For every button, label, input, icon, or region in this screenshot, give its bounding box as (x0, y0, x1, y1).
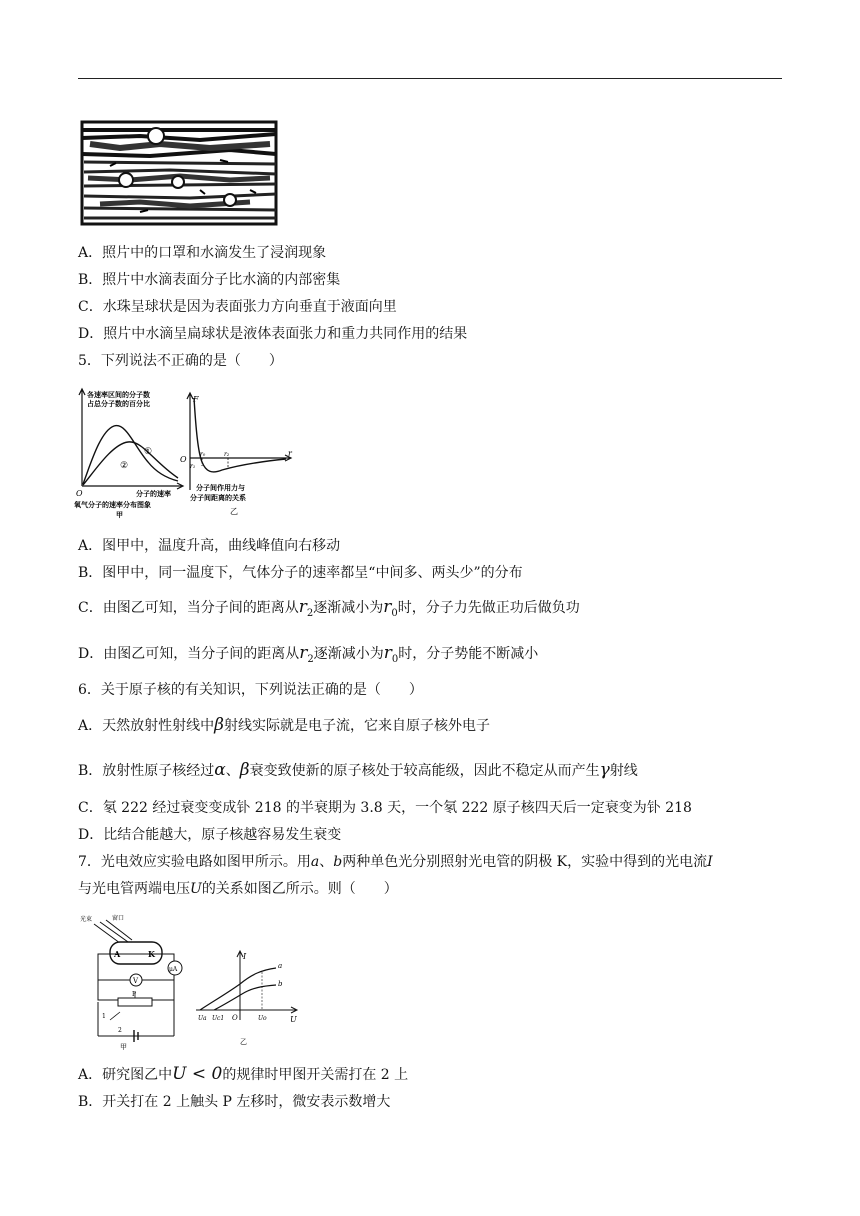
q5-yi-r1: r₁ (190, 463, 196, 470)
q7-figure-jia-circuit (80, 912, 190, 1050)
q7-stem-line-1: 7．光电效应实验电路如图甲所示。用a、b两种单色光分别照射光电管的阴极 K，实验中得到的光电流I (78, 854, 713, 870)
q7-jia-cathode-label: K (148, 949, 155, 959)
q7-stem-line-2: 与光电管两端电压U的关系如图乙所示。则（ ） (78, 881, 398, 897)
q7-yi-origin: O (232, 1014, 238, 1022)
q7-jia-microammeter: μA (169, 966, 178, 973)
q5-jia-origin: O (76, 489, 83, 498)
q7-yi-i-label: I (243, 952, 247, 961)
q5-option-d: D．由图乙可知，当分子间的距离从$r_2$逐渐减小为$r_0$时，分子势能不断减小 (78, 643, 539, 665)
mask-water-drops-photo (80, 120, 278, 226)
q5-jia-ylabel-2: 占总分子数的百分比 (87, 400, 150, 408)
q7-jia-switch-2: 2 (118, 1027, 122, 1034)
q5-jia-caption-2: 甲 (116, 511, 123, 519)
q6-option-d: D．比结合能越大，原子核越容易发生衰变 (78, 827, 342, 843)
q5-yi-caption-3: 乙 (230, 507, 238, 516)
q5-jia-ylabel-1: 各速率区间的分子数 (87, 391, 150, 399)
q6-option-c: C．氡 222 经过衰变变成钋 218 的半衰期为 3.8 天，一个氡 222 原子核四天后一定衰变为钋 218 (78, 800, 692, 816)
q7-jia-caption: 甲 (120, 1043, 127, 1050)
q5-option-b: B．图甲中，同一温度下，气体分子的速率都呈“中间多、两头少”的分布 (78, 565, 523, 581)
q7-option-b: B．开关打在 2 上触头 P 左移时，微安表示数增大 (78, 1094, 391, 1110)
q7-jia-voltmeter: V (133, 977, 139, 985)
q5-yi-caption-2: 分子间距离的关系 (190, 494, 246, 502)
q7-option-a: A．研究图乙中U < 0的规律时甲图开关需打在 2 上 (78, 1064, 409, 1084)
q7-yi-curve-a: a (278, 962, 283, 970)
q7-jia-light-label: 光束 (80, 916, 93, 923)
q7-yi-curve-b: b (278, 980, 283, 988)
q7-yi-caption: 乙 (240, 1038, 247, 1046)
q5-option-a: A．图甲中，温度升高，曲线峰值向右移动 (78, 538, 341, 554)
q5-jia-xlabel: 分子的速率 (136, 490, 171, 498)
q7-yi-uo: Uo (258, 1015, 267, 1022)
q4-option-b: B．照片中水滴表面分子比水滴的内部密集 (78, 272, 341, 288)
q5-yi-xlabel: r (288, 449, 292, 458)
q5-yi-origin: O (180, 455, 187, 464)
q5-jia-caption-1: 氧气分子的速率分布图象 (74, 501, 151, 509)
q5-option-c: C．由图乙可知，当分子间的距离从$r_2$逐渐减小为$r_0$时，分子力先做正功后做负功 (78, 597, 580, 619)
q5-figure-yi (176, 390, 300, 520)
q5-jia-curve-1: ① (144, 447, 153, 457)
q7-jia-switch-1: 1 (102, 1013, 106, 1020)
q5-jia-curve-2: ② (120, 461, 129, 471)
q7-yi-uc1: Uc1 (212, 1015, 225, 1022)
q5-yi-ylabel: F (193, 395, 199, 404)
q5-yi-r2: r₂ (224, 451, 230, 458)
q6-option-b: B．放射性原子核经过α、β衰变致使新的原子核处于较高能级，因此不稳定从而产生γ射线 (78, 760, 638, 780)
q4-option-c: C．水珠呈球状是因为表面张力方向垂直于液面向里 (78, 299, 397, 315)
q7-yi-ua: Ua (198, 1015, 207, 1022)
q4-option-a: A．照片中的口罩和水滴发生了浸润现象 (78, 245, 327, 261)
q5-yi-caption-1: 分子间作用力与 (196, 484, 245, 492)
q7-jia-window-label: 窗口 (112, 915, 125, 922)
q5-stem: 5．下列说法不正确的是（ ） (78, 353, 283, 369)
q5-yi-r0: r₀ (200, 451, 206, 458)
q6-option-a: A．天然放射性射线中β射线实际就是电子流，它来自原子核外电子 (78, 715, 490, 735)
header-rule (78, 78, 782, 79)
q7-yi-u-label: U (290, 1015, 297, 1024)
q6-stem: 6．关于原子核的有关知识，下列说法正确的是（ ） (78, 682, 423, 698)
q5-figure-jia (74, 386, 186, 520)
q4-option-d: D．照片中水滴呈扁球状是液体表面张力和重力共同作用的结果 (78, 326, 468, 342)
q7-jia-anode-label: A (114, 949, 121, 959)
q7-figure-yi-iu-graph (192, 948, 300, 1048)
q7-jia-slider-p: P (132, 991, 137, 998)
